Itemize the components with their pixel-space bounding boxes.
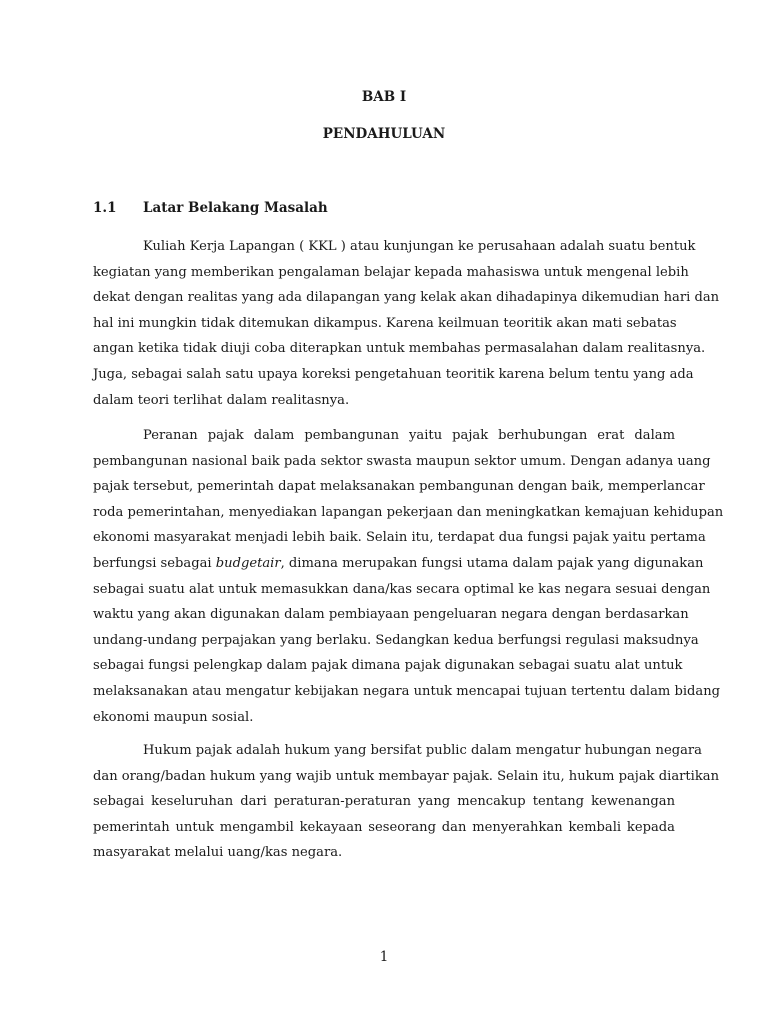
paragraph-line: Juga, sebagai salah satu upaya koreksi pengetahuan teoritik karena belum tentu yang ada	[93, 366, 694, 382]
page-number: 1	[379, 949, 389, 965]
paragraph-line: Hukum pajak adalah hukum yang bersifat public dalam mengatur hubungan negara	[143, 743, 702, 758]
paragraph-line: dan orang/badan hukum yang wajib untuk membayar pajak. Selain itu, hukum pajak diartikan	[93, 768, 720, 784]
paragraph-line: hal ini mungkin tidak ditemukan dikampus. Karena keilmuan teoritik akan mati sebatas	[93, 315, 677, 331]
paragraph-line: kegiatan yang memberikan pengalaman belajar kepada mahasiswa untuk mengenal lebih	[93, 264, 689, 280]
paragraph-line: sebagai suatu alat untuk memasukkan dana/kas secara optimal ke kas negara sesuai dengan	[93, 581, 711, 597]
paragraph-line: ekonomi masyarakat menjadi lebih baik. Selain itu, terdapat dua fungsi pajak yaitu pertama	[93, 530, 706, 546]
chapter-label: BAB I	[361, 89, 407, 105]
paragraph-line: Peranan pajak dalam pembangunan yaitu pajak berhubungan erat dalam	[143, 428, 675, 443]
paragraph-line: dalam teori terlihat dalam realitasnya.	[93, 392, 350, 408]
paragraph-line: ekonomi maupun sosial.	[93, 709, 254, 725]
paragraph-kkl	[93, 234, 720, 413]
paragraph-line: sebagai keseluruhan dari peraturan-peraturan yang mencakup tentang kewenangan	[93, 794, 675, 810]
section-heading	[93, 199, 693, 217]
section-title: Latar Belakang Masalah	[143, 200, 328, 216]
paragraph-line: pemerintah untuk mengambil kekayaan seseorang dan menyerahkan kembali kepada	[93, 819, 675, 835]
paragraph-line: melaksanakan atau mengatur kebijakan negara untuk mencapai tujuan tertentu dalam bidang	[93, 683, 721, 699]
paragraph-line: waktu yang akan digunakan dalam pembiayaan pengeluaran negara dengan berdasarkan	[93, 607, 689, 623]
paragraph-line: dekat dengan realitas yang ada dilapangan yang kelak akan dihadapinya dikemudian hari dan	[93, 290, 720, 306]
paragraph-line: berfungsi sebagai budgetair, dimana merupakan fungsi utama dalam pajak yang digunakan	[93, 555, 704, 571]
paragraph-line: pajak tersebut, pemerintah dapat melaksanakan pembangunan dengan baik, memperlancar	[93, 479, 705, 495]
paragraph-line: masyarakat melalui uang/kas negara.	[93, 845, 343, 861]
italic-term: budgetair	[215, 555, 281, 571]
section-number: 1.1	[93, 200, 117, 216]
chapter-title: PENDAHULUAN	[322, 126, 446, 142]
paragraph-line: undang-undang perpajakan yang berlaku. Sedangkan kedua berfungsi regulasi maksudnya	[93, 632, 699, 648]
paragraph-hukum-pajak	[93, 738, 720, 866]
paragraph-line: angan ketika tidak diuji coba diterapkan untuk membahas permasalahan dalam realitasnya.	[93, 341, 706, 357]
paragraph-line: pembangunan nasional baik pada sektor swasta maupun sektor umum. Dengan adanya uang	[93, 453, 711, 469]
paragraph-peranan-pajak	[93, 423, 724, 730]
paragraph-line: roda pemerintahan, menyediakan lapangan pekerjaan dan meningkatkan kemajuan kehidupan	[93, 504, 724, 520]
paragraph-line: Kuliah Kerja Lapangan ( KKL ) atau kunjungan ke perusahaan adalah suatu bentuk	[143, 239, 696, 254]
paragraph-line: sebagai fungsi pelengkap dalam pajak dimana pajak digunakan sebagai suatu alat untuk	[93, 658, 683, 674]
